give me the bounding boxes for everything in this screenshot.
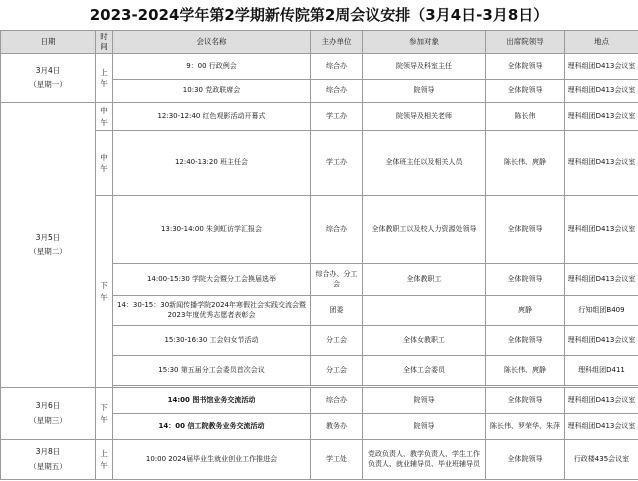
- meeting-name: 14：00 信工院教务业务交流活动: [113, 414, 311, 440]
- meeting-name: 10:30 党政联席会: [113, 80, 311, 103]
- host-unit: 团委: [311, 296, 363, 326]
- meeting-schedule-table: [0, 30, 638, 480]
- leaders: 全体院领导: [486, 264, 565, 296]
- location: 理科组团D413会议室: [565, 103, 638, 131]
- host-unit: 教务办: [311, 414, 363, 440]
- host-unit: 分工会: [311, 326, 363, 356]
- leaders: 全体院领导: [486, 80, 565, 103]
- location: 行政楼435会议室: [565, 440, 638, 480]
- leaders: 陈长伟: [486, 103, 565, 131]
- period-cell: 上午: [96, 54, 113, 103]
- leaders: 全体院领导: [486, 326, 565, 356]
- table-row: [1, 440, 638, 480]
- weekday-label: （星期二）: [29, 247, 67, 256]
- table-header-row: [1, 31, 638, 54]
- leaders: 全体院领导: [486, 440, 565, 480]
- header-meeting-name: 会议名称: [113, 31, 311, 54]
- leaders: 庹静: [486, 296, 565, 326]
- date-label: 3月6日: [35, 401, 61, 411]
- period-cell: 中午: [96, 131, 113, 196]
- period-cell: 中午: [96, 103, 113, 131]
- attendees: [363, 296, 486, 326]
- meeting-name: 12:40-13:20 班主任会: [113, 131, 311, 196]
- weekday-label: （星期三）: [29, 415, 67, 425]
- location: 理科组团D413会议室: [565, 264, 638, 296]
- attendees: 全体女教职工: [363, 326, 486, 356]
- header-location: 地点: [565, 31, 638, 54]
- table-row: [1, 54, 638, 80]
- host-unit: 综合办: [311, 196, 363, 264]
- header-leaders: 出席院领导: [486, 31, 565, 54]
- location: 行知组团B409: [565, 296, 638, 326]
- header-attendees: 参加对象: [363, 31, 486, 54]
- table-row: [1, 131, 638, 196]
- meeting-name: 13:30-14:00 朱剑虹访学汇报会: [113, 196, 311, 264]
- weekday-label: （星期五）: [29, 461, 67, 471]
- location: 理科组团D413会议室: [565, 80, 638, 103]
- meeting-name: 12:30-12:40 红色观影活动开幕式: [113, 103, 311, 131]
- date-label: 3月4日: [35, 65, 61, 75]
- meeting-name: 15:30-16:30 工会妇女节活动: [113, 326, 311, 356]
- meeting-name: 10:00 2024届毕业生就业创业工作推进会: [113, 440, 311, 480]
- header-date: 日期: [1, 31, 96, 54]
- leaders: 全体院领导: [486, 388, 565, 414]
- table-row: [1, 196, 638, 264]
- weekday-label: （星期一）: [29, 80, 67, 89]
- attendees: 院领导: [363, 388, 486, 414]
- date-cell: [1, 388, 96, 440]
- date-cell: [1, 54, 96, 103]
- location: 理科组团D411: [565, 356, 638, 386]
- host-unit: 综合办: [311, 54, 363, 80]
- attendees: 全体班主任以及相关人员: [363, 131, 486, 196]
- date-cell: [1, 440, 96, 480]
- host-unit: 学工处: [311, 440, 363, 480]
- location: 理科组团D413会议室: [565, 196, 638, 264]
- attendees: 全体教职工: [363, 264, 486, 296]
- location: 理科组团D413会议室: [565, 54, 638, 80]
- meeting-name: 9：00 行政例会: [113, 54, 311, 80]
- leaders: 陈长伟、庹静: [486, 356, 565, 386]
- date-cell: [1, 103, 96, 388]
- attendees: 院领导及相关老师: [363, 103, 486, 131]
- header-host: 主办单位: [311, 31, 363, 54]
- table-row: [1, 388, 638, 414]
- host-unit: 学工办: [311, 103, 363, 131]
- location: 理科组团D413会议室: [565, 131, 638, 196]
- attendees: 党政负责人、教学负责人、学生工作负责人、就业辅导员、毕业班辅导员: [363, 440, 486, 480]
- leaders: 陈长伟、罗荣华、朱萍: [486, 414, 565, 440]
- meeting-name: 15:30 第五届分工会委员首次会议: [113, 356, 311, 386]
- attendees: 院领导及科室主任: [363, 54, 486, 80]
- period-cell: 上午: [96, 440, 113, 480]
- attendees: 全体工会委员: [363, 356, 486, 386]
- leaders: 全体院领导: [486, 196, 565, 264]
- leaders: 陈长伟、庹静: [486, 131, 565, 196]
- leaders: 全体院领导: [486, 54, 565, 80]
- host-unit: 综合办: [311, 80, 363, 103]
- date-label: 3月5日: [35, 232, 61, 242]
- meeting-name: 14:00-15:30 学院大会暨分工会换届选举: [113, 264, 311, 296]
- location: 理科组团D413会议室: [565, 414, 638, 440]
- location: 理科组团D413会议室: [565, 326, 638, 356]
- date-label: 3月8日: [35, 447, 61, 457]
- attendees: 全体教职工以及校人力资源处领导: [363, 196, 486, 264]
- host-unit: 学工办: [311, 131, 363, 196]
- period-cell: 下午: [96, 388, 113, 440]
- table-row: [1, 103, 638, 131]
- attendees: 院领导: [363, 80, 486, 103]
- host-unit: 综合办: [311, 388, 363, 414]
- location: 理科组团D413会议室: [565, 388, 638, 414]
- attendees: 院领导: [363, 414, 486, 440]
- meeting-name: 14:00 图书馆业务交流活动: [113, 388, 311, 414]
- page-title: 2023-2024学年第2学期新传院第2周会议安排（3月4日-3月8日）: [89, 6, 549, 24]
- header-time: 时间: [96, 31, 113, 54]
- meeting-name: 14：30-15：30新闻传播学院2024年寒假社会实践交流会暨2023年度优秀志愿者表彰会: [113, 296, 311, 326]
- period-cell: 下午: [96, 196, 113, 388]
- host-unit: 综合办、分工会: [311, 264, 363, 296]
- host-unit: 分工会: [311, 356, 363, 386]
